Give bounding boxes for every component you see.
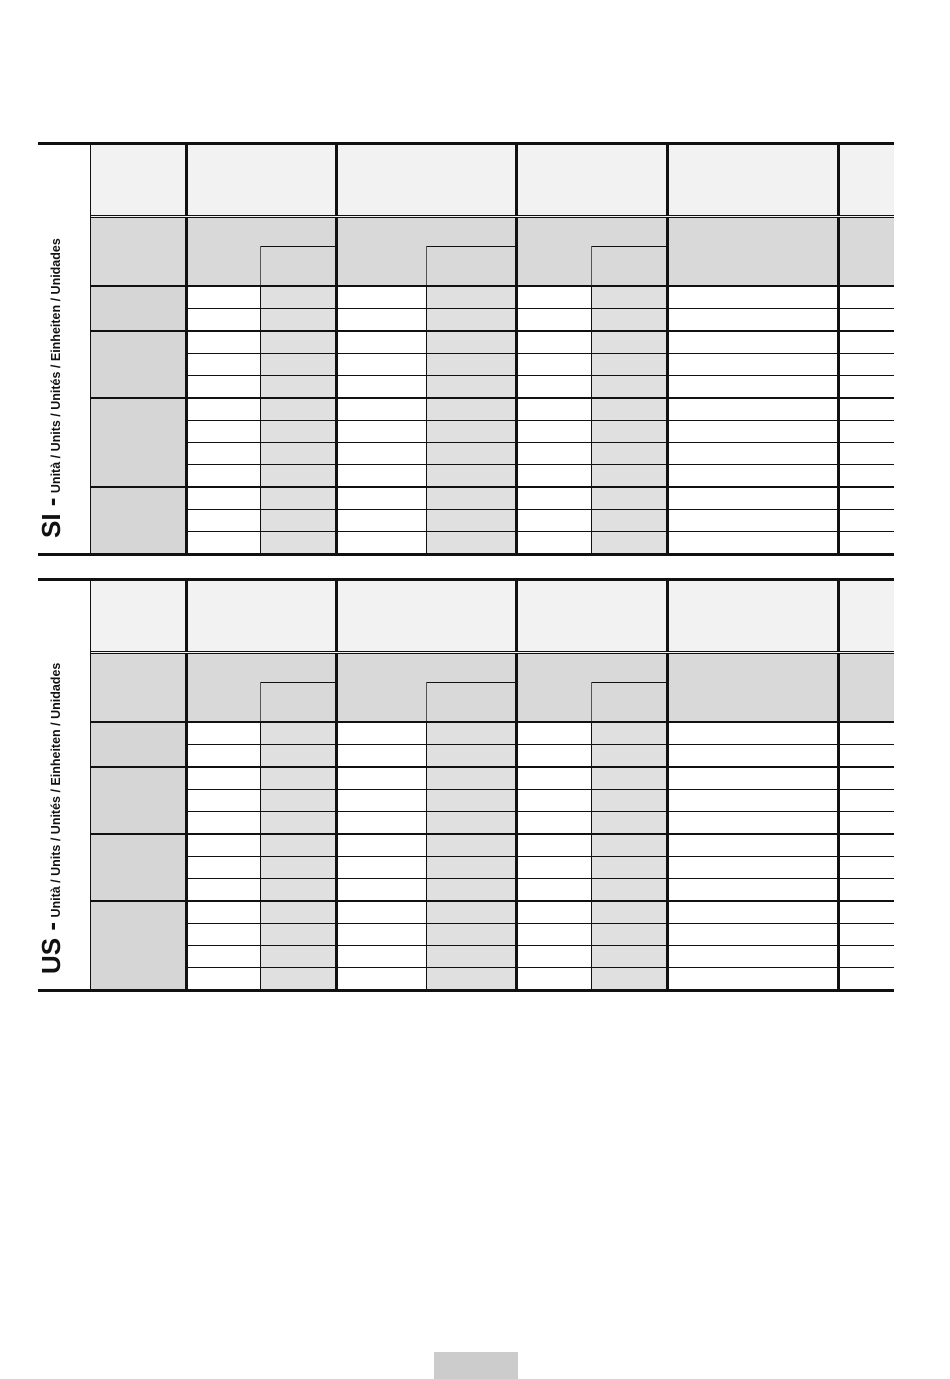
table-row [91, 532, 895, 554]
table-row [91, 331, 895, 354]
si-units-text: Unità / Units / Unités / Einheiten / Unidades [49, 238, 63, 494]
si-table [90, 142, 894, 556]
table-row [91, 376, 895, 399]
table-row [91, 510, 895, 532]
table-row [91, 398, 895, 421]
table-row [91, 354, 895, 376]
si-units-section [38, 142, 894, 556]
si-side-label [38, 142, 93, 556]
si-subheader-row [91, 217, 895, 247]
si-header-row [91, 143, 895, 217]
table-row [91, 901, 895, 924]
table-row [91, 767, 895, 790]
us-header-row [91, 579, 895, 653]
table-row [91, 487, 895, 510]
us-units-section [38, 578, 894, 992]
us-prefix: US - [36, 922, 66, 974]
table-row [91, 834, 895, 857]
table-row [91, 857, 895, 879]
table-row [91, 879, 895, 902]
top-rule [38, 578, 894, 581]
us-table [90, 578, 894, 992]
us-side-label [38, 578, 93, 992]
table-row [91, 421, 895, 443]
bottom-rule [38, 553, 894, 556]
table-row [91, 465, 895, 488]
table-row [91, 946, 895, 968]
bottom-rule [38, 989, 894, 992]
table-row [91, 722, 895, 745]
table-row [91, 443, 895, 465]
us-units-text: Unità / Units / Unités / Einheiten / Unidades [49, 662, 63, 918]
table-row [91, 309, 895, 332]
table-row [91, 924, 895, 946]
page-number-tab [434, 1352, 518, 1379]
table-row [91, 812, 895, 835]
table-row [91, 745, 895, 768]
table-row [91, 790, 895, 812]
top-rule [38, 142, 894, 145]
table-row [91, 286, 895, 309]
table-row [91, 968, 895, 990]
si-prefix: SI - [36, 497, 66, 538]
us-subheader-row [91, 653, 895, 683]
